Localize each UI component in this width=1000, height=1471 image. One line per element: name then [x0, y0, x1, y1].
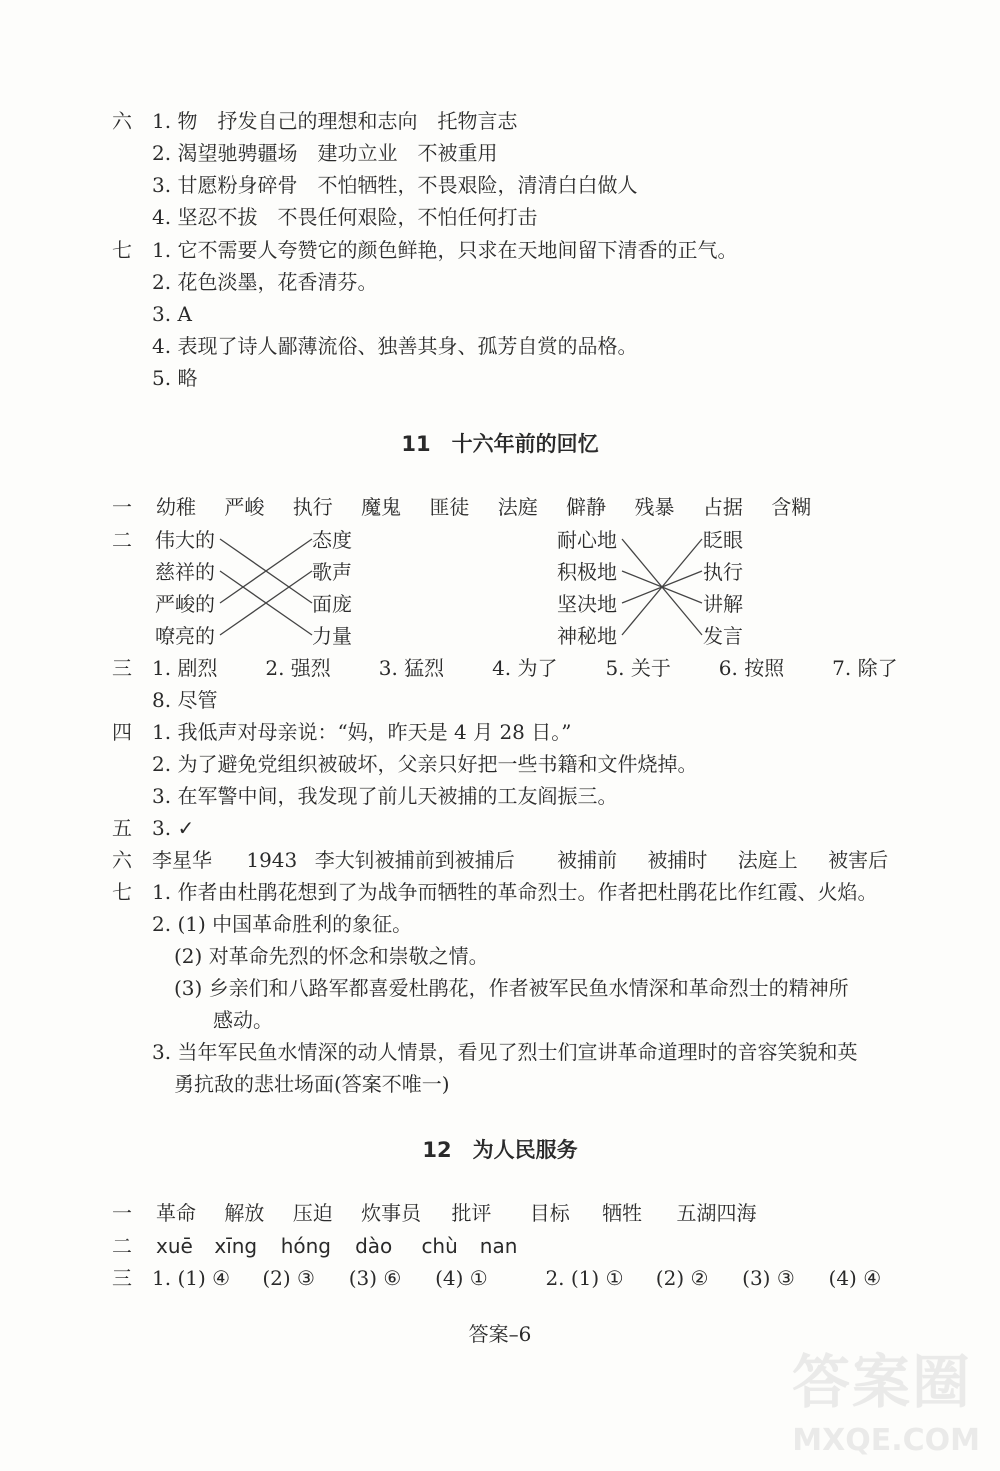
word: 炊事员 — [361, 1201, 422, 1225]
section-label: 七 — [112, 238, 132, 262]
word: 僻静 — [566, 495, 607, 519]
word: 严峻 — [224, 495, 265, 519]
section-label: 三 — [112, 1266, 132, 1290]
answer-line: 4. 表现了诗人鄙薄流俗、独善其身、孤芳自赏的品格。 — [152, 334, 638, 358]
answer-line: 1. 它不需要人夸赞它的颜色鲜艳，只求在天地间留下清香的正气。 — [152, 238, 738, 262]
word: 目标 — [529, 1201, 570, 1225]
answer-line: 5. 略 — [152, 366, 198, 390]
match-left-item: 伟大的 — [155, 528, 215, 552]
word: 解放 — [224, 1201, 265, 1225]
answer-line: 4. 坚忍不拔 不畏任何艰险，不怕任何打击 — [152, 205, 538, 229]
section-label: 一 — [112, 495, 132, 519]
answer-line: 1. 我低声对母亲说：“妈，昨天是 4 月 28 日。” — [152, 720, 572, 744]
answer-item: (3) ⑥ — [348, 1266, 402, 1290]
word: 革命 — [156, 1201, 196, 1225]
pinyin: dào — [355, 1234, 393, 1258]
watermark-url: MXQE.COM — [792, 1423, 980, 1458]
answer-line: 2. 为了避免党组织被破坏，父亲只好把一些书籍和文件烧掉。 — [152, 752, 698, 776]
match-right-item: 执行 — [703, 560, 743, 584]
word: 匪徒 — [429, 495, 470, 519]
match-left-item: 耐心地 — [557, 528, 617, 552]
answer-item: 法庭上 — [737, 848, 798, 872]
word: 压迫 — [292, 1201, 333, 1225]
word: 幼稚 — [156, 495, 196, 519]
answer-item: 李星华 — [152, 848, 212, 872]
section-label: 六 — [112, 109, 132, 133]
answer-item: 6. 按照 — [718, 656, 785, 680]
pinyin: nan — [479, 1234, 518, 1258]
match-lines-b — [618, 527, 708, 657]
watermark-text: 答案圈 — [791, 1348, 972, 1416]
word: 法庭 — [497, 495, 538, 519]
word: 残暴 — [634, 495, 675, 519]
match-right-item: 力量 — [312, 624, 352, 648]
answer-item: (4) ④ — [828, 1266, 882, 1290]
section-label: 二 — [112, 1234, 132, 1258]
match-left-item: 严峻的 — [155, 592, 215, 616]
match-left-item: 坚决地 — [557, 592, 617, 616]
pinyin: chù — [421, 1234, 458, 1258]
answer-item: 被捕前 — [557, 848, 618, 872]
answer-line: 3. 在军警中间，我发现了前儿天被捕的工友阎振三。 — [152, 784, 618, 808]
answer-item: (3) ③ — [742, 1266, 795, 1290]
answer-item: 3. 猛烈 — [378, 656, 445, 680]
answer-item: 被害后 — [828, 848, 889, 872]
watermark-logo — [790, 1315, 990, 1465]
answer-line: (3) 乡亲们和八路军都喜爱杜鹃花，作者被军民鱼水情深和革命烈士的精神所 — [174, 976, 849, 1000]
section-label: 四 — [112, 720, 132, 744]
word: 含糊 — [771, 495, 812, 519]
match-left-item: 嘹亮的 — [155, 624, 215, 648]
answer-line: 3. A — [152, 302, 192, 326]
answer-line: 1. 物 抒发自己的理想和志向 托物言志 — [152, 109, 518, 133]
section-label: 二 — [112, 528, 132, 552]
pinyin: xīng — [214, 1234, 258, 1258]
word-list — [156, 1200, 777, 1226]
match-lines-a — [216, 527, 316, 657]
answer-item: 1943 — [246, 848, 298, 872]
match-right-item: 态度 — [312, 528, 352, 552]
answer-line: 3. 当年军民鱼水情深的动人情景，看见了烈士们宣讲革命道理时的音容笑貌和英 — [152, 1040, 858, 1064]
pinyin-list — [156, 1233, 530, 1259]
answer-item: 2. 强烈 — [265, 656, 331, 680]
answer-line: 2. 渴望驰骋疆场 建功立业 不被重用 — [152, 141, 498, 165]
section-label: 七 — [112, 880, 132, 904]
answer-row — [152, 1265, 899, 1291]
section-label: 五 — [112, 816, 132, 840]
answer-line: 3. 甘愿粉身碎骨 不怕牺牲，不畏艰险，清清白白做人 — [152, 173, 638, 197]
answer-item: (4) ① — [435, 1266, 488, 1290]
word: 占据 — [702, 495, 743, 519]
answer-item: (2) ③ — [262, 1266, 315, 1290]
answer-row — [152, 847, 908, 873]
word: 批评 — [451, 1201, 492, 1225]
word: 五湖四海 — [676, 1201, 757, 1225]
answer-item: 1. 剧烈 — [152, 656, 218, 680]
answer-item: 1. (1) ④ — [152, 1266, 231, 1290]
match-left-item: 神秘地 — [557, 624, 617, 648]
pinyin: xuē — [156, 1234, 193, 1258]
lesson-title: 12 为人民服务 — [422, 1138, 578, 1162]
answer-line: 勇抗敌的悲壮场面(答案不唯一) — [174, 1072, 450, 1096]
section-label: 一 — [112, 1201, 132, 1225]
answer-line: 3. ✓ — [152, 816, 195, 840]
answer-line: 2. 花色淡墨，花香清芬。 — [152, 270, 378, 294]
answer-item: 2. (1) ① — [545, 1266, 624, 1290]
word-list — [156, 494, 833, 520]
answer-item: 8. 尽管 — [152, 688, 218, 712]
answer-row — [152, 655, 912, 681]
match-right-item: 歌声 — [312, 560, 352, 584]
section-label: 六 — [112, 848, 132, 872]
answer-item: (2) ② — [655, 1266, 709, 1290]
answer-line: (2) 对革命先烈的怀念和崇敬之情。 — [174, 944, 489, 968]
word: 牺牲 — [602, 1201, 643, 1225]
section-label: 三 — [112, 656, 132, 680]
page-number: 答案–6 — [468, 1322, 532, 1346]
word: 执行 — [292, 495, 333, 519]
answer-line: 2. (1) 中国革命胜利的象征。 — [152, 912, 413, 936]
match-left-item: 慈祥的 — [155, 560, 215, 584]
match-right-item: 讲解 — [703, 592, 743, 616]
lesson-title: 11 十六年前的回忆 — [401, 432, 599, 456]
match-left-item: 积极地 — [557, 560, 617, 584]
answer-item: 李大钊被捕前到被捕后 — [314, 848, 515, 872]
answer-item: 被捕时 — [647, 848, 708, 872]
match-right-item: 发言 — [703, 624, 743, 648]
word: 魔鬼 — [361, 495, 402, 519]
answer-item: 4. 为了 — [492, 656, 558, 680]
answer-line: 感动。 — [213, 1008, 273, 1032]
pinyin: hóng — [280, 1234, 332, 1258]
answer-item: 5. 关于 — [605, 656, 671, 680]
answer-item: 7. 除了 — [832, 656, 898, 680]
match-right-item: 面庞 — [312, 592, 352, 616]
match-right-item: 眨眼 — [703, 528, 743, 552]
answer-line: 1. 作者由杜鹃花想到了为战争而牺牲的革命烈士。作者把杜鹃花比作红霞、火焰。 — [152, 880, 878, 904]
